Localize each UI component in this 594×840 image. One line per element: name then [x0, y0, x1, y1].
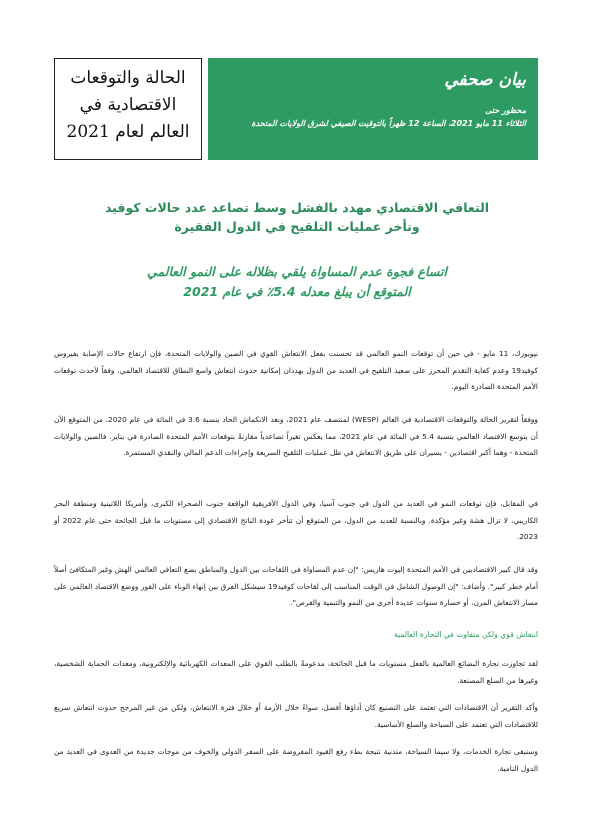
subheadline [60, 262, 534, 302]
subheadline-line-1: اتساع فجوة عدم المساواة يلقي بظلاله على النمو العالمي [147, 264, 447, 279]
paragraph: في المقابل، فإن توقعات النمو في العديد من الدول في جنوب آسيا، وفي الدول الأفريقية الواقعة جنوب الصحراء الكبرى، وأمريكا اللاتينية ومنطقة البحر الكاريبي، لا تزال هشة وغير مؤكدة. وبالنسبة للعديد من الدول، من المتوقع أن تتأخر عودة الناتج الاقتصادي إلى مستويات ما قبل الجائحة حتى عام 2022 أو 2023. [54, 499, 538, 541]
embargo-notice [216, 104, 526, 130]
report-title-line-2: الاقتصادية في [79, 95, 177, 115]
body-paragraph-4 [54, 562, 538, 612]
report-title-line-1: الحالة والتوقعات [70, 68, 186, 88]
paragraph: ووفقاً لتقرير الحالة والتوقعات الاقتصادية في العالم (WESP) لمنتصف عام 2021، وبعد الانكماش الحاد بنسبة 3.6 في المائة في عام 2020، من المتوقع الآن أن يتوسع الاقتصاد العالمي بنسبة 5.4 في المائة في عام 2021، مما يعكس تغيراً تصاعدياً مقارنةً بتوقعات الأمم المتحدة الصادرة في يناير. فالصين والولايات المتحدة - وهما أكبر اقتصادين - يسيران على طريق الانتعاش في ظل عمليات التلقيح السريعة وإجراءات الدعم المالي والنقدي المستمرة. [54, 415, 539, 457]
paragraph: وستبقى تجارة الخدمات، ولا سيما السياحة، متدنية نتيجة بطء رفع القيود المفروضة على السفر الدولي والخوف من موجات جديدة من العدوى في العديد من الدول النامية. [54, 747, 538, 773]
paragraph: لقد تجاوزت تجارة البضائع العالمية بالفعل مستويات ما قبل الجائحة، مدعومةً بالطلب القوي على المعدات الكهربائية والإلكترونية، ومعدات الحماية الشخصية، وغيرها من السلع المصنعة. [54, 659, 538, 685]
subheadline-line-2: المتوقع أن يبلغ معدله 5.4٪ في عام 2021 [183, 284, 411, 299]
section-paragraph-3 [54, 744, 538, 777]
body-paragraph-3 [54, 496, 538, 546]
report-title-line-3: العالم لعام 2021 [66, 122, 190, 142]
press-release-label: بيان صحفي [444, 70, 526, 90]
embargo-line-1: محظور حتى [485, 106, 526, 115]
headline-line-1: التعافي الاقتصادي مهدد بالفشل وسط تصاعد عدد حالات كوفيد [104, 200, 490, 215]
body-paragraph-2 [54, 412, 538, 462]
report-title-box [54, 58, 202, 160]
body-paragraph-1 [54, 346, 538, 396]
paragraph: وقد قال كبير الاقتصاديين في الأمم المتحدة إليوت هاريس: "إن عدم المساواة في اللقاحات بين الدول والمناطق يضع التعافي العالمي الهش وغير المتكافئ أصلاً أمام خطر كبير". وأضاف: "إن الوصول الشامل في الوقت المناسب إلى لقاحات كوفيد19 سيشكل الفرق بين إنهاء الوباء على الفور ووضع الاقتصاد العالمي على مسار الانتعاش المرن، أو خسارة سنوات عديدة أخرى من النمو والتنمية والفرص". [54, 565, 538, 607]
section-paragraph-1 [54, 656, 538, 689]
section-heading-block [54, 628, 538, 642]
section-heading: انتعاش قوي ولكن متفاوت في التجارة العالمية [393, 630, 538, 639]
section-paragraph-2 [54, 700, 538, 733]
paragraph: وأكد التقرير أن الاقتصادات التي تعتمد على التصنيع كان أداؤها أفضل، سواءً خلال الأزمة أو خلال فترة الانتعاش، ولكن من غير المرجح حدوث انتعاش سريع للاقتصادات التي تعتمد على السياحة والسلع الأساسية. [54, 703, 538, 729]
header [54, 58, 538, 160]
paragraph: نيويورك، 11 مايو - في حين أن توقعات النمو العالمي قد تحسنت بفعل الانتعاش القوي في الصين والولايات المتحدة، فإن ارتفاع حالات الإصابة بفيروس كوفيد19 وعدم كفاية التقدم المحرز على صعيد التلقيح في العديد من الدول يهددان إمكانية حدوث انتعاش واسع النطاق للاقتصاد العالمي، وفقاً لأحدث توقعات الأمم المتحدة الصادرة اليوم. [54, 349, 538, 391]
headline [60, 198, 534, 236]
headline-line-2: وتأخر عمليات التلقيح في الدول الفقيرة [174, 219, 420, 234]
embargo-line-2: الثلاثاء 11 مايو 2021، الساعة 12 ظهراً بالتوقيت الصيفي لشرق الولايات المتحدة [251, 119, 526, 128]
press-release-banner [208, 58, 538, 160]
